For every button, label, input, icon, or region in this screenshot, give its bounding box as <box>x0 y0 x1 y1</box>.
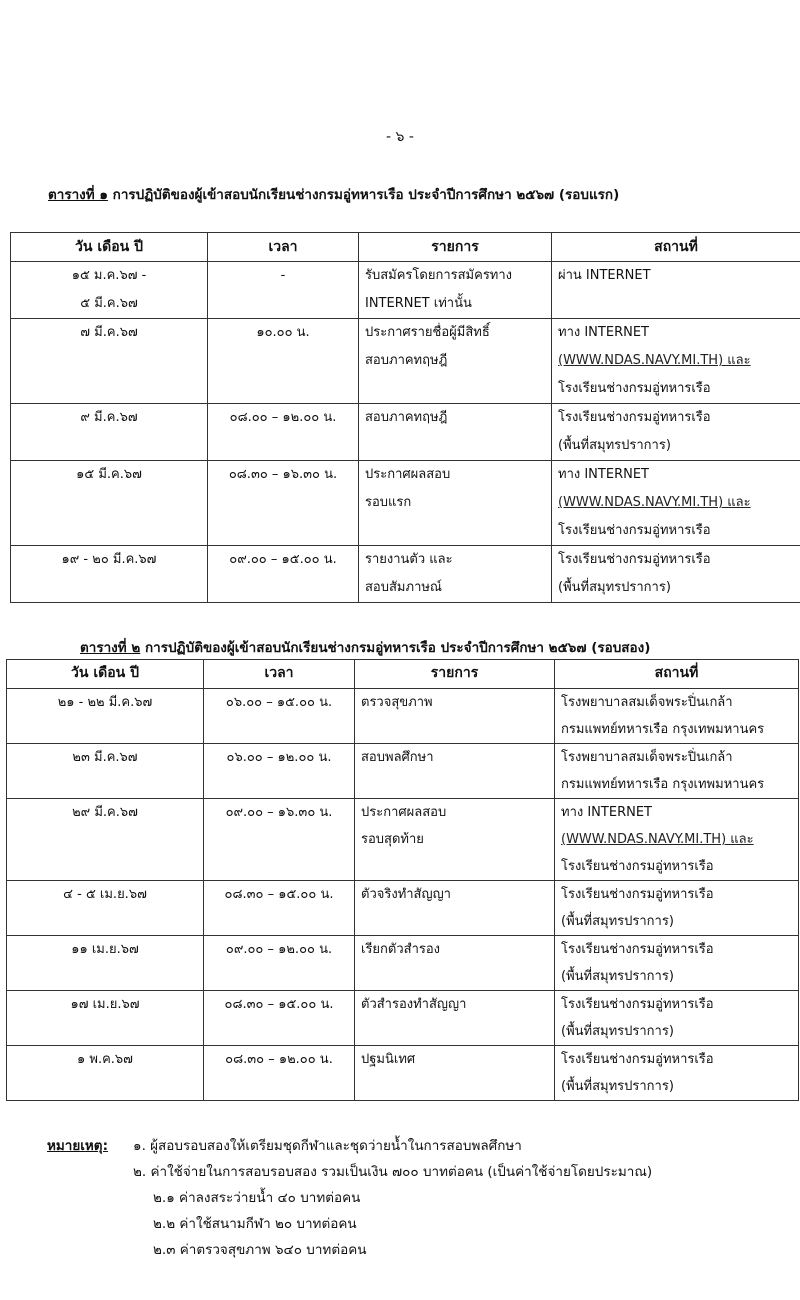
table2-body <box>7 689 799 1101</box>
cell-date <box>7 799 204 881</box>
cell-date <box>11 546 208 603</box>
cell-line: ตัวจริงทำสัญญา <box>361 887 451 902</box>
table2-title-label: ตารางที่ ๒ <box>80 640 141 656</box>
note-1: ๑. ผู้สอบรอบสองให้เตรียมชุดกีฬาและชุดว่ายน้ำในการสอบพลศึกษา <box>133 1138 522 1154</box>
cell-date <box>7 744 204 799</box>
cell-item <box>355 936 555 991</box>
cell-line: ๑ พ.ค.๖๗ <box>77 1052 133 1067</box>
cell-line: โรงเรียนช่างกรมอู่ทหารเรือ <box>561 997 714 1012</box>
cell-line: ประกาศรายชื่อผู้มีสิทธิ์ <box>365 325 490 340</box>
cell-date <box>11 461 208 546</box>
cell-time <box>208 319 359 404</box>
cell-time <box>208 404 359 461</box>
table2-header-row <box>7 660 799 689</box>
cell-place <box>555 991 799 1046</box>
cell-line: ๑๕ ม.ค.๖๗ - <box>71 268 147 283</box>
cell-line: โรงพยาบาลสมเด็จพระปิ่นเกล้า <box>561 750 733 765</box>
table-row <box>7 689 799 744</box>
cell-line: ๐๙.๐๐ – ๑๕.๐๐ น. <box>229 552 337 567</box>
cell-line: ทาง INTERNET <box>561 805 652 820</box>
cell-line: โรงเรียนช่างกรมอู่ทหารเรือ <box>561 887 714 902</box>
note-row-1 <box>47 1133 797 1159</box>
cell-line: ๒๑ - ๒๒ มี.ค.๖๗ <box>57 695 153 710</box>
cell-item <box>355 991 555 1046</box>
cell-line: ทาง INTERNET <box>558 325 649 340</box>
cell-place <box>552 546 800 603</box>
cell-line: ๔ - ๕ เม.ย.๖๗ <box>63 887 147 902</box>
cell-place <box>555 881 799 936</box>
cell-line: ๒๓ มี.ค.๖๗ <box>72 750 138 765</box>
cell-line: INTERNET เท่านั้น <box>365 296 472 311</box>
cell-place <box>552 319 800 404</box>
cell-time <box>204 689 355 744</box>
cell-time <box>204 991 355 1046</box>
cell-line: ๐๘.๓๐ – ๑๖.๓๐ น. <box>228 467 338 482</box>
cell-line: (พื้นที่สมุทรปราการ) <box>561 969 674 984</box>
cell-date <box>7 689 204 744</box>
cell-line: ๐๖.๐๐ – ๑๕.๐๐ น. <box>225 695 333 710</box>
cell-place <box>555 689 799 744</box>
cell-line: สอบภาคทฤษฎี <box>365 410 448 425</box>
cell-line: - <box>280 268 286 283</box>
cell-item <box>359 319 552 404</box>
cell-date <box>11 319 208 404</box>
page-number: - ๖ - <box>386 129 414 145</box>
cell-line: รายงานตัว และ <box>365 552 453 567</box>
cell-line: โรงเรียนช่างกรมอู่ทหารเรือ <box>561 942 714 957</box>
cell-item <box>355 799 555 881</box>
cell-line: กรมแพทย์ทหารเรือ กรุงเทพมหานคร <box>561 722 765 737</box>
header-date: วัน เดือน ปี <box>7 660 204 689</box>
table-row <box>7 991 799 1046</box>
cell-line: ตัวสำรองทำสัญญา <box>361 997 467 1012</box>
cell-line: ๐๖.๐๐ – ๑๒.๐๐ น. <box>226 750 332 765</box>
cell-item <box>355 1046 555 1101</box>
note-2-2: ๒.๒ ค่าใช้สนามกีฬา ๒๐ บาทต่อคน <box>153 1216 357 1232</box>
cell-date <box>7 936 204 991</box>
table2-title <box>80 636 650 658</box>
cell-place <box>552 461 800 546</box>
cell-time <box>204 936 355 991</box>
cell-line: ๐๙.๐๐ – ๑๖.๓๐ น. <box>225 805 333 820</box>
header-date: วัน เดือน ปี <box>11 233 208 262</box>
cell-line: ๒๙ มี.ค.๖๗ <box>72 805 138 820</box>
header-time: เวลา <box>208 233 359 262</box>
cell-line: ๑๑ เม.ย.๖๗ <box>71 942 139 957</box>
table-row <box>7 881 799 936</box>
cell-place <box>555 799 799 881</box>
table2-title-text: การปฏิบัติของผู้เข้าสอบนักเรียนช่างกรมอู่ทหารเรือ ประจำปีการศึกษา ๒๕๖๗ (รอบสอง) <box>144 640 651 656</box>
notes-heading: หมายเหตุ: <box>47 1138 108 1154</box>
table-row <box>11 546 800 603</box>
cell-time <box>208 461 359 546</box>
cell-line: ๙ มี.ค.๖๗ <box>80 410 138 425</box>
cell-item <box>359 546 552 603</box>
website-link[interactable]: (WWW.NDAS.NAVY.MI.TH) และ <box>558 495 751 510</box>
table-row <box>7 1046 799 1101</box>
cell-line: ๑๗ เม.ย.๖๗ <box>70 997 140 1012</box>
table-row <box>7 799 799 881</box>
cell-line: กรมแพทย์ทหารเรือ กรุงเทพมหานคร <box>561 777 765 792</box>
cell-date <box>7 1046 204 1101</box>
cell-line: โรงเรียนช่างกรมอู่ทหารเรือ <box>558 410 711 425</box>
cell-line: รับสมัครโดยการสมัครทาง <box>365 268 513 283</box>
header-time: เวลา <box>204 660 355 689</box>
cell-line: ๕ มี.ค.๖๗ <box>80 296 138 311</box>
header-item: รายการ <box>355 660 555 689</box>
table1-title-label: ตารางที่ ๑ <box>48 187 108 203</box>
cell-line: โรงเรียนช่างกรมอู่ทหารเรือ <box>558 381 711 396</box>
header-item: รายการ <box>359 233 552 262</box>
cell-item <box>355 881 555 936</box>
cell-line: (พื้นที่สมุทรปราการ) <box>561 1079 674 1094</box>
cell-line: ตรวจสุขภาพ <box>361 695 433 710</box>
schedule-table-round2 <box>6 659 799 1101</box>
cell-place <box>555 744 799 799</box>
cell-item <box>359 461 552 546</box>
cell-line: ประกาศผลสอบ <box>361 805 447 820</box>
website-link[interactable]: (WWW.NDAS.NAVY.MI.TH) และ <box>558 353 751 368</box>
cell-line: รอบสุดท้าย <box>361 832 424 847</box>
cell-date <box>11 262 208 319</box>
table-row <box>7 936 799 991</box>
cell-line: ปฐมนิเทศ <box>361 1052 416 1067</box>
cell-date <box>7 881 204 936</box>
cell-line: ๑๙ - ๒๐ มี.ค.๖๗ <box>61 552 157 567</box>
cell-line: ประกาศผลสอบ <box>365 467 451 482</box>
table-row <box>11 404 800 461</box>
schedule-table-round1 <box>10 232 800 603</box>
cell-line: สอบสัมภาษณ์ <box>365 580 442 595</box>
cell-time <box>208 262 359 319</box>
cell-place <box>552 404 800 461</box>
cell-item <box>355 689 555 744</box>
note-2-3: ๒.๓ ค่าตรวจสุขภาพ ๖๔๐ บาทต่อคน <box>153 1242 367 1258</box>
cell-line: สอบภาคทฤษฎี <box>365 353 448 368</box>
website-link[interactable]: (WWW.NDAS.NAVY.MI.TH) และ <box>561 832 754 847</box>
header-place: สถานที่ <box>555 660 799 689</box>
cell-line: โรงเรียนช่างกรมอู่ทหารเรือ <box>558 523 711 538</box>
cell-line: โรงเรียนช่างกรมอู่ทหารเรือ <box>558 552 711 567</box>
cell-time <box>204 881 355 936</box>
cell-line: ๐๘.๓๐ – ๑๒.๐๐ น. <box>225 1052 333 1067</box>
table1-header-row <box>11 233 800 262</box>
cell-line: ผ่าน INTERNET <box>558 268 651 283</box>
cell-line: ๐๙.๐๐ – ๑๒.๐๐ น. <box>225 942 333 957</box>
cell-item <box>359 262 552 319</box>
cell-line: ๐๘.๓๐ – ๑๕.๐๐ น. <box>224 887 334 902</box>
cell-time <box>208 546 359 603</box>
cell-line: (พื้นที่สมุทรปราการ) <box>561 1024 674 1039</box>
cell-line: ๐๘.๐๐ – ๑๒.๐๐ น. <box>229 410 337 425</box>
header-place: สถานที่ <box>552 233 800 262</box>
cell-item <box>355 744 555 799</box>
table-row <box>11 461 800 546</box>
cell-place <box>555 1046 799 1101</box>
table1-body <box>11 262 800 603</box>
table-row <box>11 262 800 319</box>
cell-time <box>204 744 355 799</box>
note-2-1: ๒.๑ ค่าลงสระว่ายน้ำ ๔๐ บาทต่อคน <box>153 1190 361 1206</box>
cell-line: โรงพยาบาลสมเด็จพระปิ่นเกล้า <box>561 695 733 710</box>
cell-line: ๑๐.๐๐ น. <box>256 325 310 340</box>
cell-line: ๗ มี.ค.๖๗ <box>80 325 138 340</box>
cell-place <box>552 262 800 319</box>
table1-title-text: การปฏิบัติของผู้เข้าสอบนักเรียนช่างกรมอู่ทหารเรือ ประจำปีการศึกษา ๒๕๖๗ (รอบแรก) <box>112 187 620 203</box>
cell-line: (พื้นที่สมุทรปราการ) <box>558 580 671 595</box>
cell-time <box>204 1046 355 1101</box>
cell-line: สอบพลศึกษา <box>361 750 434 765</box>
cell-time <box>204 799 355 881</box>
table-row <box>11 319 800 404</box>
cell-place <box>555 936 799 991</box>
cell-item <box>359 404 552 461</box>
cell-line: ๑๕ มี.ค.๖๗ <box>76 467 142 482</box>
cell-line: โรงเรียนช่างกรมอู่ทหารเรือ <box>561 859 714 874</box>
cell-line: รอบแรก <box>365 495 412 510</box>
cell-line: โรงเรียนช่างกรมอู่ทหารเรือ <box>561 1052 714 1067</box>
cell-line: (พื้นที่สมุทรปราการ) <box>558 438 671 453</box>
notes-section <box>47 1133 797 1263</box>
cell-line: เรียกตัวสำรอง <box>361 942 441 957</box>
cell-line: (พื้นที่สมุทรปราการ) <box>561 914 674 929</box>
note-2: ๒. ค่าใช้จ่ายในการสอบรอบสอง รวมเป็นเงิน ๗๐๐ บาทต่อคน (เป็นค่าใช้จ่ายโดยประมาณ) <box>133 1164 653 1180</box>
cell-date <box>11 404 208 461</box>
cell-line: ๐๘.๓๐ – ๑๕.๐๐ น. <box>224 997 334 1012</box>
cell-line: ทาง INTERNET <box>558 467 649 482</box>
table1-title <box>48 183 619 205</box>
cell-date <box>7 991 204 1046</box>
table-row <box>7 744 799 799</box>
